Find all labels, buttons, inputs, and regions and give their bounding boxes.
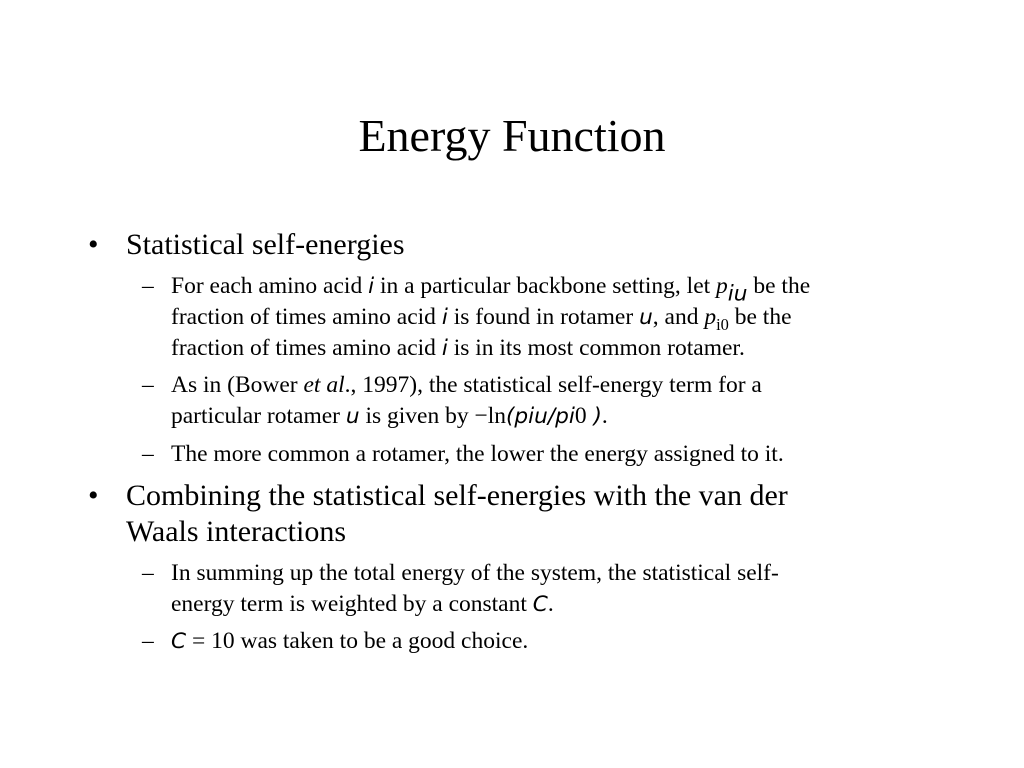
sub-item-3: The more common a rotamer, the lower the energy assigned to it. [171, 441, 784, 467]
text-run: 10 was taken to be a good choice. [211, 628, 529, 654]
variable-u: u [345, 404, 360, 429]
text-run: fraction of times amino acid [171, 335, 442, 361]
sub-item-2-line-1 [171, 370, 762, 400]
text-run: As in (Bower [171, 372, 304, 398]
sub-item-1-line-2 [171, 302, 792, 333]
variable-i: i [368, 274, 375, 299]
formula-close: ) [586, 404, 602, 429]
text-run: . [547, 591, 554, 617]
text-run: particular rotamer [171, 403, 346, 429]
slide-title: Energy Function [358, 110, 666, 161]
sub-item-4-line-2 [171, 589, 554, 620]
sub-item-5 [171, 626, 528, 657]
variable-i: i [441, 305, 448, 330]
text-run: fraction of times amino acid [171, 304, 442, 330]
sub-item-2-line-2 [171, 401, 608, 432]
variable-p: p [704, 304, 717, 330]
constant-c: C [532, 592, 548, 617]
text-run: is in its most common rotamer. [447, 335, 745, 361]
constant-c: C [171, 629, 187, 654]
dash-marker: – [142, 560, 154, 586]
equals-sign: = [186, 628, 212, 654]
variable-u: u [639, 305, 653, 330]
text-run: in a particular backbone setting, let [374, 273, 717, 299]
variable-i: i [441, 336, 448, 361]
dash-marker: – [142, 628, 154, 654]
formula-zero: 0 [574, 403, 587, 429]
sub-item-1-line-3 [171, 333, 745, 364]
bullet-marker: • [88, 228, 99, 261]
subscript-iu: iu [727, 281, 748, 307]
bullet-2-line-1: Combining the statistical self-energies with the van der [126, 479, 788, 512]
dash-marker: – [142, 441, 154, 467]
text-run: ., 1997), the statistical self-energy term for a [344, 372, 762, 398]
sub-item-4-line-1: In summing up the total energy of the system, the statistical self- [171, 560, 779, 586]
bullet-1-text: Statistical self-energies [126, 228, 405, 261]
bullet-2-line-2: Waals interactions [126, 515, 347, 548]
text-run: be the [728, 304, 792, 330]
citation-et-al: et al [303, 372, 345, 398]
dash-marker: – [142, 372, 154, 398]
text-run: For each amino acid [171, 273, 369, 299]
text-run: energy term is weighted by a constant [171, 591, 533, 617]
text-run: , and [652, 304, 705, 330]
text-run: . [601, 403, 608, 429]
dash-marker: – [142, 273, 154, 299]
text-run: is found in rotamer [447, 304, 640, 330]
text-run: is given by −ln [359, 403, 506, 429]
subscript-i0: i0 [716, 314, 729, 334]
formula-ratio: (piu/pi [505, 404, 575, 429]
sub-item-1-line-1 [171, 271, 811, 307]
text-run: be the [747, 273, 811, 299]
bullet-marker: • [88, 479, 99, 512]
variable-p: p [716, 273, 728, 299]
